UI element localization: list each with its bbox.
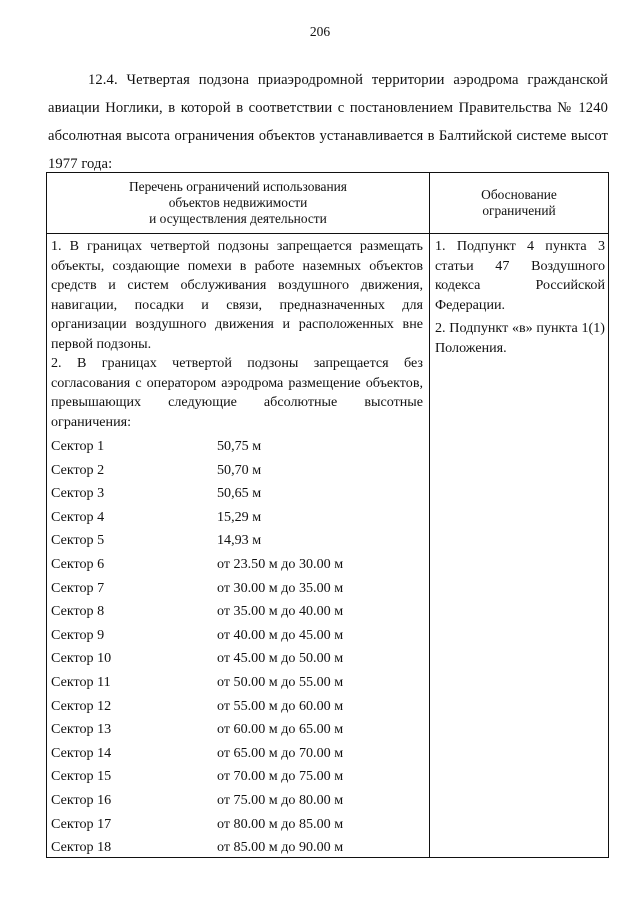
sector-row xyxy=(51,742,423,766)
sector-name: Сектор 7 xyxy=(51,579,105,596)
sector-height-limit: от 70.00 м до 75.00 м xyxy=(217,768,344,785)
sector-height-limit: от 23.50 м до 30.00 м xyxy=(217,556,344,573)
sector-name: Сектор 5 xyxy=(51,532,105,549)
sector-name: Сектор 3 xyxy=(51,485,105,502)
sector-row xyxy=(51,459,423,483)
sector-row xyxy=(51,695,423,719)
sector-height-limit: от 55.00 м до 60.00 м xyxy=(217,697,344,714)
sector-name: Сектор 6 xyxy=(51,556,105,573)
sector-height-limit: от 45.00 м до 50.00 м xyxy=(217,650,344,667)
sector-name: Сектор 2 xyxy=(51,461,105,478)
sector-row xyxy=(51,718,423,742)
sector-name: Сектор 10 xyxy=(51,650,112,667)
sector-height-limit: 50,70 м xyxy=(217,461,262,478)
sector-height-limit: 50,75 м xyxy=(217,438,262,455)
sector-row xyxy=(51,624,423,648)
sector-height-limit: 15,29 м xyxy=(217,508,262,525)
sector-height-limit: от 80.00 м до 85.00 м xyxy=(217,815,344,832)
sector-name: Сектор 1 xyxy=(51,438,105,455)
sector-height-limit: от 40.00 м до 45.00 м xyxy=(217,626,344,643)
header-restrictions-line: объектов недвижимости xyxy=(168,195,308,210)
sector-name: Сектор 15 xyxy=(51,768,112,785)
column-divider xyxy=(429,173,430,857)
sector-name: Сектор 11 xyxy=(51,673,111,690)
sector-height-limit: от 30.00 м до 35.00 м xyxy=(217,579,344,596)
sector-height-limit: 14,93 м xyxy=(217,532,262,549)
restrictions-table xyxy=(46,172,609,858)
sector-row xyxy=(51,647,423,671)
sector-row xyxy=(51,789,423,813)
sector-name: Сектор 8 xyxy=(51,603,105,620)
restrictions-cell xyxy=(51,237,423,860)
sector-name: Сектор 12 xyxy=(51,697,112,714)
page-number: 206 xyxy=(309,24,331,39)
sector-row xyxy=(51,553,423,577)
sector-height-limit: от 60.00 м до 65.00 м xyxy=(217,721,344,738)
basis-1: 1. Подпункт 4 пункта 3 статьи 47 Воздушного кодекса Российской Федерации. xyxy=(435,238,605,313)
sector-row xyxy=(51,577,423,601)
sector-name: Сектор 14 xyxy=(51,744,112,761)
sector-row xyxy=(51,482,423,506)
header-restrictions xyxy=(47,173,429,233)
header-restrictions-line: Перечень ограничений использования xyxy=(129,179,347,194)
sector-row xyxy=(51,529,423,553)
basis-2: 2. Подпункт «в» пункта 1(1) Положения. xyxy=(435,320,605,356)
sector-name: Сектор 9 xyxy=(51,626,105,643)
sector-list xyxy=(51,435,423,860)
sector-height-limit: 50,65 м xyxy=(217,485,262,502)
basis-cell xyxy=(435,237,605,362)
sector-name: Сектор 17 xyxy=(51,815,112,832)
sector-row xyxy=(51,813,423,837)
sector-height-limit: от 85.00 м до 90.00 м xyxy=(217,839,344,856)
sector-row xyxy=(51,600,423,624)
header-divider xyxy=(47,233,608,234)
sector-name: Сектор 4 xyxy=(51,508,105,525)
sector-name: Сектор 18 xyxy=(51,839,112,856)
sector-height-limit: от 50.00 м до 55.00 м xyxy=(217,673,344,690)
sector-height-limit: от 75.00 м до 80.00 м xyxy=(217,791,344,808)
intro-paragraph: 12.4. Четвертая подзона приаэродромной территории аэродрома гражданской авиации Ноглики, в которой в соответствии с постановлением Правительства № 1240 абсолютная высота ограничения объектов устанавливается в Балтийской системе высот 1977 года: xyxy=(48,72,608,172)
sector-row xyxy=(51,671,423,695)
sector-row xyxy=(51,836,423,860)
header-basis-line: Обоснование xyxy=(481,187,557,202)
restriction-2: 2. В границах четвертой подзоны запрещается без согласования с оператором аэродрома размещение объектов, превышающих следующие абсолютные высотные ограничения: xyxy=(51,355,423,430)
sector-height-limit: от 35.00 м до 40.00 м xyxy=(217,603,344,620)
sector-name: Сектор 13 xyxy=(51,721,112,738)
sector-name: Сектор 16 xyxy=(51,791,112,808)
sector-row xyxy=(51,435,423,459)
restriction-1: 1. В границах четвертой подзоны запрещается размещать объекты, создающие помехи в работе наземных объектов средств и систем обслуживания воздушного движения, навигации, посадки и связи, предназначенных для организации воздушного движения и расположенных вне первой подзоны. xyxy=(51,238,423,352)
header-restrictions-line: и осуществления деятельности xyxy=(149,211,327,226)
sector-height-limit: от 65.00 м до 70.00 м xyxy=(217,744,344,761)
header-basis-line: ограничений xyxy=(482,203,556,218)
sector-row xyxy=(51,506,423,530)
sector-row xyxy=(51,765,423,789)
header-basis xyxy=(430,173,608,233)
